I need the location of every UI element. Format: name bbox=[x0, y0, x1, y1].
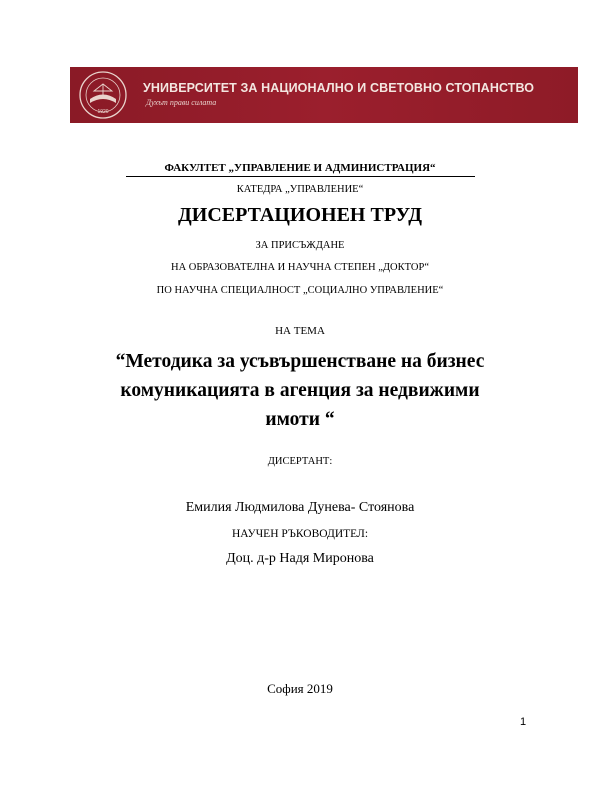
topic-line-1: “Методика за усъвършенстване на бизнес bbox=[115, 351, 485, 372]
subtitle-line-3: ПО НАУЧНА СПЕЦИАЛНОСТ „СОЦИАЛНО УПРАВЛЕНИЕ“ bbox=[156, 285, 444, 296]
subtitle-line-1: ЗА ПРИСЪЖДАНЕ bbox=[255, 240, 345, 251]
topic-line-2: комуникацията в агенция за недвижими bbox=[120, 380, 480, 401]
university-seal-icon bbox=[78, 70, 128, 120]
supervisor-name: Доц. д-р Надя Миронова bbox=[226, 551, 374, 566]
document-title: ДИСЕРТАЦИОНЕН ТРУД bbox=[178, 204, 422, 226]
university-motto: Духът прави силата bbox=[146, 98, 217, 107]
author-label: ДИСЕРТАНТ: bbox=[267, 456, 333, 467]
faculty-divider bbox=[126, 176, 475, 177]
dissertation-topic bbox=[0, 347, 600, 434]
supervisor-label: НАУЧЕН РЪКОВОДИТЕЛ: bbox=[231, 528, 369, 540]
subtitle-line-2: НА ОБРАЗОВАТЕЛНА И НАУЧНА СТЕПЕН „ДОКТОР“ bbox=[171, 262, 429, 273]
place-and-year: София 2019 bbox=[267, 681, 333, 696]
topic-line-3: имоти “ bbox=[265, 409, 335, 430]
university-name: УНИВЕРСИТЕТ ЗА НАЦИОНАЛНО И СВЕТОВНО СТОПАНСТВО bbox=[143, 81, 535, 95]
seal-year: 1920 bbox=[97, 109, 109, 115]
department-name: КАТЕДРА „УПРАВЛЕНИЕ“ bbox=[236, 184, 364, 195]
university-banner bbox=[70, 67, 578, 123]
faculty-name: ФАКУЛТЕТ „УПРАВЛЕНИЕ И АДМИНИСТРАЦИЯ“ bbox=[164, 162, 436, 174]
topic-label: НА ТЕМА bbox=[275, 325, 325, 337]
author-name: Емилия Людмилова Дунева- Стоянова bbox=[185, 500, 415, 515]
page-number: 1 bbox=[520, 716, 527, 728]
